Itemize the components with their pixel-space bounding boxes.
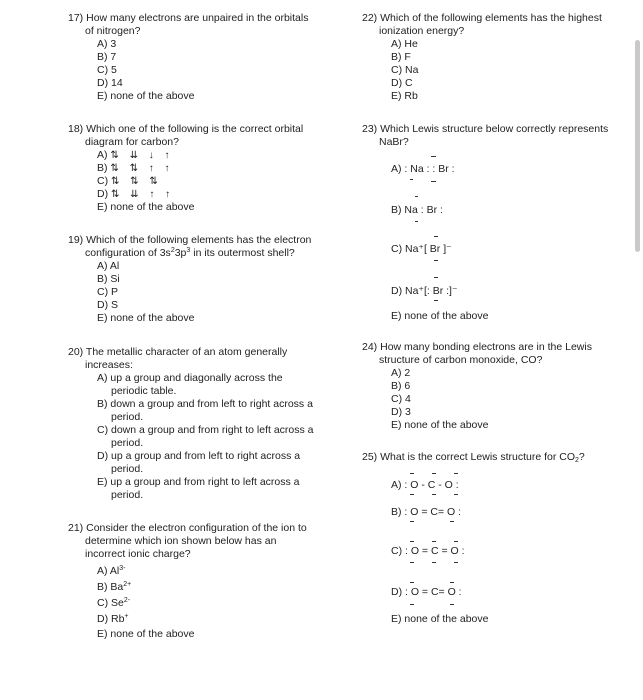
option-c (97, 595, 328, 611)
options (68, 149, 318, 214)
dot-pair (410, 582, 414, 583)
options (68, 372, 328, 502)
question-18 (68, 123, 318, 214)
question-text-cont: determine which ion shown below has an (85, 535, 277, 547)
option-e: E) none of the above (97, 312, 195, 324)
dot-pair (432, 473, 436, 474)
question-number: 25) (362, 451, 378, 463)
question-text-cont: structure of carbon monoxide, CO? (379, 354, 543, 366)
options (68, 563, 328, 641)
dot-pair (410, 604, 414, 605)
superscript: 2 (170, 247, 175, 254)
question-19-stem (68, 234, 318, 260)
question-text-cont: increases: (85, 359, 133, 371)
dot-pair (434, 260, 438, 261)
dot-pair (450, 582, 454, 583)
option-e: E) none of the above (391, 419, 489, 431)
option-label: D) (97, 188, 109, 200)
option-b (97, 579, 328, 595)
charge: 2+ (123, 581, 132, 588)
option-d: D) C (391, 77, 413, 89)
charge: + (124, 613, 129, 620)
options (68, 38, 318, 103)
question-text-cont: ionization energy? (379, 25, 465, 37)
q25-option-d: D) : O = C= O : (391, 586, 462, 598)
option-d: D) S (97, 299, 118, 311)
dot-pair (454, 562, 458, 563)
option-text: D) up a group and from left to right across a (97, 450, 301, 462)
question-25 (362, 451, 632, 464)
question-18-stem (68, 123, 318, 149)
question-number: 17) (68, 12, 84, 24)
question-25-stem (362, 451, 632, 464)
option-text-cont: periodic table. (111, 385, 177, 397)
dot-pair (450, 604, 454, 605)
question-text: Which one of the following is the correct orbital (86, 123, 304, 135)
option-e: E) none of the above (97, 90, 195, 102)
option-text: C) Se (97, 597, 124, 609)
option-c: C) P (97, 286, 118, 298)
charge: 3- (119, 565, 126, 572)
dot-pair (410, 521, 414, 522)
question-text-cont: NaBr? (379, 136, 409, 148)
option-text-cont: period. (111, 437, 144, 449)
option-a: A) 3 (97, 38, 117, 50)
lewis-dots-23 (380, 150, 500, 315)
option-a (97, 563, 328, 579)
dot-pair (431, 156, 436, 157)
option-c: C) 5 (97, 64, 117, 76)
question-text: Which of the following elements has the highest (380, 12, 602, 24)
dot-pair (410, 473, 414, 474)
dot-pair (454, 541, 458, 542)
question-23-stem (362, 123, 632, 149)
option-text-cont: period. (111, 411, 144, 423)
question-text: How many bonding electrons are in the Lewis (380, 341, 592, 353)
dot-pair (432, 541, 436, 542)
dot-pair (410, 541, 414, 542)
option-text-cont: period. (111, 463, 144, 475)
subscript: 2 (575, 457, 579, 464)
dots (410, 473, 458, 605)
option-b: B) 7 (97, 51, 117, 63)
option-a: A) He (391, 38, 418, 50)
dot-pair (415, 196, 418, 197)
option-c: C) 4 (391, 393, 411, 405)
question-20 (68, 346, 328, 502)
question-number: 22) (362, 12, 378, 24)
option-a: A) Al (97, 260, 120, 272)
option-label: B) (97, 162, 108, 174)
options (362, 367, 632, 432)
option-b: B) F (391, 51, 411, 63)
config-text: 3p (174, 247, 187, 259)
question-text: Consider the electron configuration of the ion to (86, 522, 307, 534)
dot-pair (434, 236, 438, 237)
orbital-diagram: ⇅ ⇅ ↑ ↑ (110, 163, 174, 174)
dots (410, 156, 438, 301)
question-22 (362, 12, 622, 103)
option-e: E) none of the above (97, 628, 195, 640)
option-text: E) up a group and from right to left across a (97, 476, 300, 488)
option-a (97, 372, 328, 398)
dot-pair (434, 277, 438, 278)
question-20-stem (68, 346, 328, 372)
option-text: C) down a group and from right to left across a (97, 424, 314, 436)
dot-pair (410, 494, 414, 495)
options (68, 260, 318, 325)
question-23 (362, 123, 632, 149)
question-text-cont (68, 247, 318, 260)
dot-pair (410, 179, 413, 180)
dot-pair (454, 473, 458, 474)
question-text: What is the correct Lewis structure for CO (380, 451, 576, 463)
q23-option-d: D) Na⁺[: Br :]⁻ (391, 285, 458, 297)
question-text-cont: incorrect ionic charge? (85, 548, 191, 560)
config-text: configuration of 3s (85, 247, 171, 259)
dot-pair (432, 494, 436, 495)
dot-pair (431, 181, 436, 182)
q25-option-a: A) : O - C - O : (391, 479, 459, 491)
option-b (97, 398, 328, 424)
question-text: The metallic character of an atom generally (85, 346, 288, 358)
orbital-diagram: ⇅ ⇊ ↓ ↑ (110, 150, 174, 161)
q25-option-b: B) : O = C= O : (391, 506, 462, 518)
q23-option-b: B) Na : Br : (391, 204, 443, 216)
option-text: D) Rb (97, 613, 125, 625)
dot-pair (434, 300, 438, 301)
question-21-stem (68, 522, 328, 561)
question-text: Which of the following elements has the electron (86, 234, 312, 246)
option-e (97, 476, 328, 502)
option-d (97, 188, 318, 201)
q23-option-c: C) Na⁺[ Br ]⁻ (391, 243, 452, 255)
dot-pair (450, 521, 454, 522)
option-text-cont: period. (111, 489, 144, 501)
option-a (97, 149, 318, 162)
option-e: E) none of the above (97, 201, 195, 213)
question-24-stem (362, 341, 632, 367)
question-number: 23) (362, 123, 378, 135)
q25-option-c: C) : O = C = O : (391, 545, 465, 557)
dot-pair (454, 494, 458, 495)
option-b (97, 162, 318, 175)
q23-option-e: E) none of the above (391, 310, 489, 322)
question-number: 19) (68, 234, 84, 246)
dot-pair (432, 562, 436, 563)
dot-pair (410, 562, 414, 563)
option-text: A) up a group and diagonally across the (97, 372, 283, 384)
question-number: 21) (68, 522, 84, 534)
option-label: A) (97, 149, 108, 161)
option-d: D) 3 (391, 406, 411, 418)
question-17 (68, 12, 318, 103)
question-22-stem (362, 12, 622, 38)
option-b: B) 6 (391, 380, 411, 392)
question-text: How many electrons are unpaired in the orbitals (86, 12, 309, 24)
option-c (97, 424, 328, 450)
lewis-dots-25 (380, 470, 500, 610)
orbital-diagram: ⇅ ⇅ ⇅ (111, 176, 162, 187)
option-text: A) Al (97, 565, 120, 577)
option-a: A) 2 (391, 367, 411, 379)
question-17-stem (68, 12, 318, 38)
option-text: B) Ba (97, 581, 124, 593)
question-24 (362, 341, 632, 432)
charge: 2- (123, 597, 131, 604)
question-21 (68, 522, 328, 641)
scrollbar-thumb[interactable] (635, 40, 640, 252)
option-d: D) 14 (97, 77, 123, 89)
question-text: Which Lewis structure below correctly represents (380, 123, 609, 135)
option-e: E) Rb (391, 90, 418, 102)
superscript: 3 (186, 247, 191, 254)
option-c: C) Na (391, 64, 419, 76)
option-b: B) Si (97, 273, 120, 285)
config-text: in its outermost shell? (190, 247, 295, 259)
option-d (97, 450, 328, 476)
orbital-diagram: ⇅ ⇊ ↑ ↑ (111, 189, 175, 200)
question-text-cont: of nitrogen? (85, 25, 141, 37)
q23-option-a: A) : Na : : Br : (391, 163, 455, 175)
option-text: B) down a group and from left to right across a (97, 398, 313, 410)
dot-pair (415, 221, 418, 222)
option-d (97, 611, 328, 627)
question-number: 24) (362, 341, 378, 353)
options (362, 38, 622, 103)
question-number: 20) (68, 346, 84, 358)
question-number: 18) (68, 123, 84, 135)
option-label: C) (97, 175, 109, 187)
question-text-cont: diagram for carbon? (85, 136, 179, 148)
q25-option-e: E) none of the above (391, 613, 489, 625)
question-text-end: ? (578, 451, 585, 463)
question-19 (68, 234, 318, 325)
option-c (97, 175, 318, 188)
